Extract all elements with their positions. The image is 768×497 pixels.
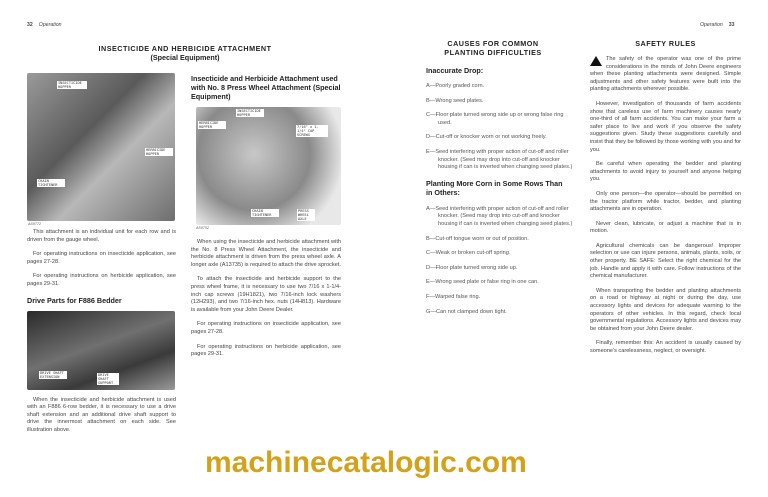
figure-label: INSECTICIDE HOPPER — [57, 81, 87, 89]
intro-text: This attachment is an individual unit for each row and is driven from the gauge wheel. — [27, 229, 176, 243]
list-item: E—Wrong seed plate or false ring in one can. — [426, 279, 539, 286]
list-item: C—Weak or broken cut-off spring. — [426, 250, 511, 257]
figure-drive-parts-photo — [27, 311, 175, 390]
figure-label: HERBICIDE HOPPER — [198, 121, 226, 129]
causes-title: CAUSES FOR COMMON PLANTING DIFFICULTIES — [444, 39, 542, 57]
figure-press-wheel-photo — [196, 107, 341, 225]
press-wheel-heading: Insecticide and Herbicide Attachment used with No. 8 Press Wheel Attachment (Special Equipment) — [191, 74, 341, 101]
list-item: C—Floor plate turned wrong side up or wrong false ring used. — [426, 112, 564, 126]
safety-paragraph: Agricultural chemicals can be dangerous! Improper selection or use can injure persons, animals, plants, soils, or other property. BE SAFE: Select the right chemical for the job. Handle and apply it with care. Follow instructions of the chemical manufacturer. — [590, 242, 741, 280]
drive-parts-heading: Drive Parts for F886 Bedder — [27, 295, 122, 305]
right-running-header — [700, 22, 741, 28]
watermark: machinecatalogic.com — [205, 446, 527, 479]
insecticide-ref: For operating instructions on insecticide application, see pages 27-28. — [27, 251, 176, 265]
warning-icon — [590, 56, 602, 66]
page-number: 32 — [27, 22, 33, 28]
safety-column — [590, 39, 741, 363]
list-item: F—Warped false ring. — [426, 293, 481, 300]
press-wheel-text-1: When using the insecticide and herbicide attachment with the No. 8 Press Wheel Attachment, the insecticide and herbicide attachment is driven from the press wheel axle. A longer axle (A13735) is required to attach the drive sprocket. — [191, 239, 341, 268]
drive-parts-text: When the insecticide and herbicide attachment is used with an F886 6-row bedder, it is necessary to use a drive shaft extension and an additional drive shaft support to drive the innermost attachment on each side. See illustration above. — [27, 396, 176, 433]
figure-label: PRESS WHEEL AXLE — [297, 209, 315, 221]
list-item: G—Can not clamped down tight. — [426, 308, 507, 315]
figure-attachment-photo — [27, 73, 175, 221]
figure-label: 7/16" x 1-1/4" CAP SCREWS — [296, 125, 328, 137]
running-title: Operation — [700, 22, 723, 28]
figure-label: HERBICIDE HOPPER — [145, 148, 173, 156]
press-wheel-text-2: To attach the insecticide and herbicide support to the press wheel frame, it is necessary to use two 7/16 x 1-1/4-inch cap screws (19H1821), two 7/16-inch lock washers (12H293), and two 7/16-inch hex. nuts (14H813). Hardware is available from your John Deere Dealer. — [191, 276, 341, 313]
more-corn-heading: Planting More Corn in Some Rows Than in Others: — [426, 178, 563, 197]
figure-label: DRIVE SHAFT EXTENSION — [39, 371, 67, 379]
safety-paragraph: Only one person—the operator—should be permitted on the tractor platform while tractor, bedder, and planting attachments are in operation. — [590, 190, 741, 213]
page-number: 33 — [728, 22, 735, 28]
safety-paragraph: When transporting the bedder and planting attachments on a road or highway at night or during the day, use accessory lights and devices for adequate warning to the operators of other vehicles. In this regard, check local governmental regulations. Accessory lights and devices may be obtained from your John Deere dealer. — [590, 287, 741, 332]
list-item: D—Cut-off or knocker worn or not working freely. — [426, 134, 547, 141]
list-item: A—Poorly graded corn. — [426, 83, 485, 89]
list-item: B—Cut-off tongue worn or out of position. — [426, 235, 529, 242]
safety-paragraph: However, investigation of thousands of farm accidents show that careless use of farm machinery causes nearly one-third of all farm accidents. You can make your farm a safer place to live and work if you observe the safety suggestions given. Study these suggestions carefully and insist that they be followed by those working with you and for you. — [590, 100, 741, 153]
figure-label: CHAIN TIGHTENER — [251, 209, 279, 217]
figure-label: DRIVE SHAFT SUPPORT — [97, 373, 119, 385]
list-item: B—Wrong seed plates. — [426, 97, 484, 104]
safety-paragraph-text: The safety of the operator was one of the prime considerations in the minds of John Deere engineers when these planting attachments were designed. Simple adjustments and other safety features were built into the planting attachments wherever possible. — [590, 56, 741, 93]
causes-column — [426, 39, 575, 323]
figure-label: INSECTICIDE HOPPER — [236, 109, 264, 117]
herbicide-ref: For operating instructions on herbicide application, see pages 29-31. — [27, 273, 176, 287]
list-item: D—Floor plate turned wrong side up. — [426, 264, 518, 271]
running-title: Operation — [38, 22, 62, 28]
press-wheel-text-4: For operating instructions on herbicide application, see pages 29-31. — [191, 343, 341, 358]
left-column — [27, 73, 176, 442]
safety-paragraph: Finally, remember this: An accident is usually caused by someone's carelessness, neglect, or oversight. — [590, 340, 741, 354]
section-title: INSECTICIDE AND HERBICIDE ATTACHMENT — [98, 44, 272, 53]
safety-paragraph — [590, 56, 741, 94]
press-wheel-text-3: For operating instructions on insecticide application, see pages 27-28. — [191, 321, 341, 335]
section-subtitle: (Special Equipment) — [150, 53, 220, 62]
list-item: A—Seed interfering with proper action of cut-off and roller knocker. (Seed may drop into cut-off and knocker housing if can is inverted when changing seed plates.) — [426, 205, 573, 227]
left-running-header — [27, 22, 62, 28]
inaccurate-drop-heading: Inaccurate Drop: — [426, 66, 484, 75]
figure-code: A59772 — [28, 222, 42, 226]
safety-paragraph: Be careful when operating the bedder and planting attachments to avoid injury to yourself and anyone helping you. — [590, 161, 741, 183]
figure-code: A59752 — [196, 226, 210, 230]
middle-column — [191, 74, 341, 366]
figure-label: CHAIN TIGHTENER — [37, 179, 65, 187]
list-item: E—Seed interfering with proper action of cut-off and roller knocker. (Seed may drop into cut-off and knocker housing if can is inverted when changing seed plates.) — [426, 148, 573, 171]
safety-paragraph: Never clean, lubricate, or adjust a machine that is in motion. — [590, 220, 741, 235]
safety-title: SAFETY RULES — [635, 39, 696, 48]
